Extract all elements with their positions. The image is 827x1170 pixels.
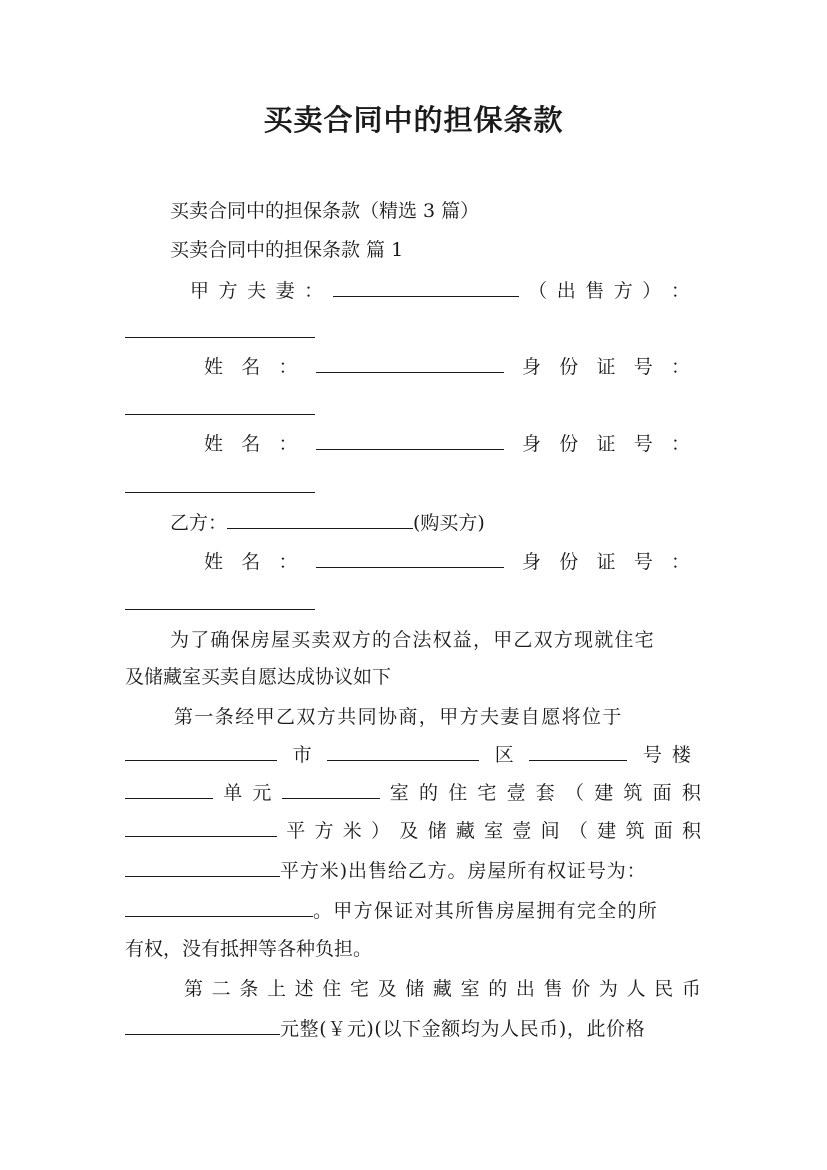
name-blank	[316, 354, 504, 373]
intro-paragraph-line-1: 为了确保房屋买卖双方的合法权益，甲乙双方现就住宅	[170, 629, 655, 651]
storage-char: 筑	[625, 820, 645, 842]
id-label-char: 身	[521, 356, 541, 378]
party-a-line	[190, 278, 690, 304]
article-2-char: 人	[626, 978, 646, 1000]
city-label: 市	[292, 744, 312, 766]
name-id-line-2	[204, 431, 690, 457]
party-a-label-char: ：	[304, 280, 324, 302]
name-blank	[316, 431, 504, 450]
party-a-role-char: （	[528, 280, 548, 302]
article-2-char: 住	[322, 978, 342, 1000]
room-char: 面	[652, 782, 672, 804]
city-blank	[125, 742, 277, 761]
id-label-char: ：	[670, 551, 690, 573]
id-label-char: 身	[521, 551, 541, 573]
article-2-char: 价	[571, 978, 591, 1000]
storage-char: 藏	[455, 820, 475, 842]
party-a-role-char: ：	[670, 280, 690, 302]
id-number-blank	[125, 608, 315, 610]
party-a-continuation-blank	[125, 336, 315, 338]
storage-area-blank	[125, 858, 280, 877]
room-char: 壹	[506, 782, 526, 804]
room-char: 宅	[477, 782, 497, 804]
article-2-char: 上	[266, 978, 286, 1000]
room-char: （	[565, 782, 585, 804]
party-a-label-char: 夫	[247, 280, 267, 302]
room-char: 室	[389, 782, 409, 804]
party-a-role-char: 出	[556, 280, 576, 302]
name-label-char: 名	[241, 551, 261, 573]
name-blank	[316, 549, 504, 568]
article-2-line-1	[184, 976, 701, 1002]
article-1-address-line	[125, 742, 701, 768]
id-label-char: 号	[633, 551, 653, 573]
area-blank	[125, 818, 277, 837]
certificate-number-blank	[125, 898, 313, 917]
price-blank	[125, 1016, 280, 1035]
article-2-char: 售	[543, 978, 563, 1000]
party-a-label-char: 方	[218, 280, 238, 302]
article-2-char: 民	[654, 978, 674, 1000]
storage-char: 及	[399, 820, 419, 842]
name-label-char: 姓	[204, 356, 224, 378]
district-label: 区	[494, 744, 514, 766]
id-number-blank	[125, 413, 315, 415]
name-label-char: 名	[241, 356, 261, 378]
id-label-char: 身	[521, 433, 541, 455]
storage-char: 积	[681, 820, 701, 842]
name-id-line-1	[204, 354, 690, 380]
article-2-char: 出	[515, 978, 535, 1000]
intro-paragraph-line-2: 及储藏室买卖自愿达成协议如下	[125, 666, 392, 688]
id-label-char: 证	[596, 433, 616, 455]
document-title: 买卖合同中的担保条款	[263, 103, 564, 137]
room-char: 筑	[623, 782, 643, 804]
storage-char: 储	[427, 820, 447, 842]
party-a-role-char: 售	[585, 280, 605, 302]
document-subtitle: 买卖合同中的担保条款（精选 3 篇）	[170, 200, 480, 222]
party-b-label: 乙方：	[170, 512, 228, 534]
name-label-char: 姓	[204, 551, 224, 573]
section-heading: 买卖合同中的担保条款 篇 1	[170, 239, 404, 261]
article-2-char: 储	[405, 978, 425, 1000]
article-2-char: 的	[488, 978, 508, 1000]
building-blank	[529, 742, 627, 761]
id-label-char: ：	[670, 433, 690, 455]
article-2-char: 藏	[432, 978, 452, 1000]
article-2-char: 述	[294, 978, 314, 1000]
article-2-char: 室	[460, 978, 480, 1000]
unit-char: 单	[223, 782, 243, 804]
name-id-line-3	[204, 549, 690, 575]
article-1-sale-line	[125, 858, 647, 884]
party-b-line	[170, 510, 485, 536]
party-a-role-char: 方	[613, 280, 633, 302]
party-a-label-char: 妻	[275, 280, 295, 302]
party-a-label-char: 甲	[190, 280, 210, 302]
storage-char: 面	[653, 820, 673, 842]
room-char: 套	[535, 782, 555, 804]
name-label-char: ：	[278, 356, 298, 378]
article-1-end-line: 有权，没有抵押等各种负担。	[125, 938, 373, 960]
room-char: 住	[448, 782, 468, 804]
article-1-unit-line	[125, 780, 701, 806]
storage-char: 建	[597, 820, 617, 842]
party-b-role: (购买方)	[413, 512, 485, 534]
storage-char: 方	[314, 820, 334, 842]
name-label-char: 姓	[204, 433, 224, 455]
article-1-area-line	[125, 818, 701, 844]
article-2-char: 条	[239, 978, 259, 1000]
article-2-char: 二	[211, 978, 231, 1000]
id-label-char: 证	[596, 356, 616, 378]
id-label-char: 份	[559, 433, 579, 455]
room-char: 建	[594, 782, 614, 804]
name-label-char: 名	[241, 433, 261, 455]
article-1-guarantee-line	[125, 898, 658, 924]
id-label-char: 份	[559, 551, 579, 573]
article-2-char: 及	[377, 978, 397, 1000]
article-2-price-text: 元整(￥元)(以下金额均为人民币)，此价格	[280, 1018, 646, 1040]
party-b-name-blank	[227, 510, 413, 529]
storage-char: 间	[540, 820, 560, 842]
article-2-char: 币	[681, 978, 701, 1000]
storage-char: 平	[286, 820, 306, 842]
party-a-name-blank	[333, 278, 519, 297]
district-blank	[327, 742, 479, 761]
article-1-guarantee-text: 。甲方保证对其所售房屋拥有完全的所	[313, 900, 659, 922]
id-label-char: 证	[596, 551, 616, 573]
name-label-char: ：	[278, 433, 298, 455]
room-blank	[282, 780, 380, 799]
id-number-blank	[125, 491, 315, 493]
party-a-role-char: ）	[642, 280, 662, 302]
building-label: 号楼	[642, 744, 701, 766]
article-1-sale-text: 平方米)出售给乙方。房屋所有权证号为：	[280, 860, 647, 882]
storage-char: （	[568, 820, 588, 842]
article-2-char: 为	[598, 978, 618, 1000]
storage-char: 室	[484, 820, 504, 842]
id-label-char: 份	[559, 356, 579, 378]
unit-char: 元	[252, 782, 272, 804]
article-2-char: 宅	[349, 978, 369, 1000]
room-char: 的	[418, 782, 438, 804]
unit-blank	[125, 780, 213, 799]
id-label-char: ：	[670, 356, 690, 378]
storage-char: ）	[371, 820, 391, 842]
storage-char: 壹	[512, 820, 532, 842]
article-2-line-2	[125, 1016, 645, 1042]
storage-char: 米	[342, 820, 362, 842]
id-label-char: 号	[633, 433, 653, 455]
room-char: 积	[681, 782, 701, 804]
article-2-char: 第	[184, 978, 204, 1000]
article-1-line-1: 第一条经甲乙双方共同协商，甲方夫妻自愿将位于	[174, 706, 623, 728]
name-label-char: ：	[278, 551, 298, 573]
id-label-char: 号	[633, 356, 653, 378]
